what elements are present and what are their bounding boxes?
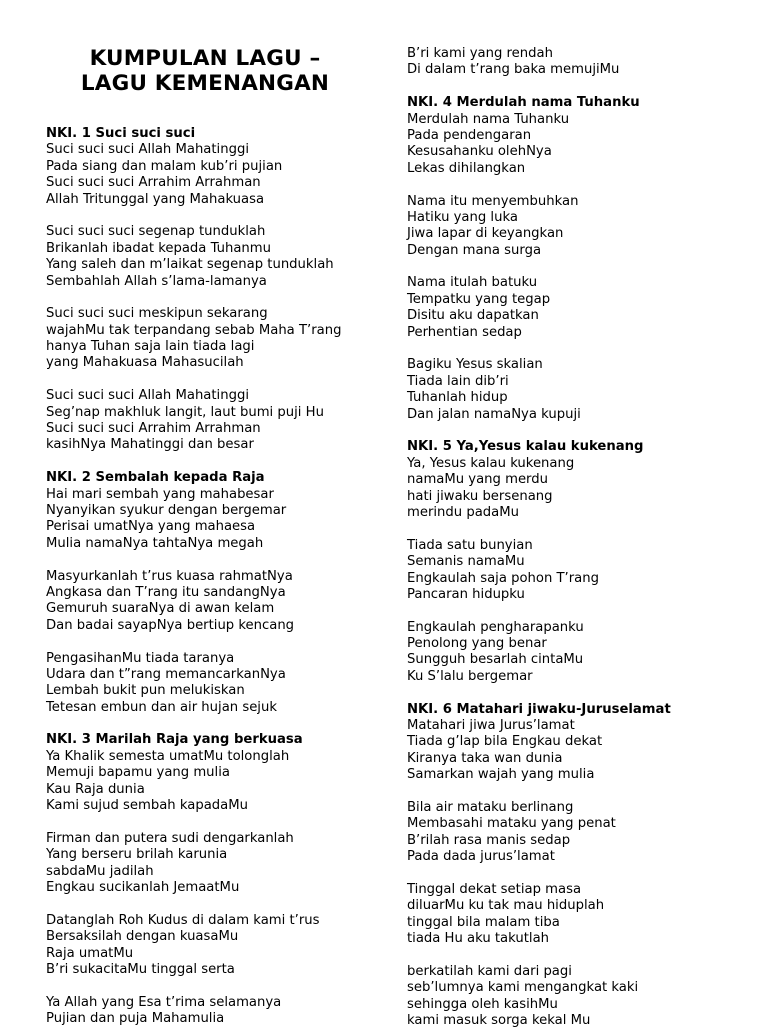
lyric-line: Dan jalan namaNya kupuji <box>407 406 581 422</box>
lyric-line: tiada Hu aku takutlah <box>407 931 550 947</box>
lyric-line: Suci suci suci meskipun sekarang <box>46 306 268 322</box>
lyric-line: Lembah bukit pun melukiskan <box>46 683 245 699</box>
lyric-line: Tetesan embun dan air hujan sejuk <box>46 699 277 715</box>
lyric-line: Seg’nap makhluk langit, laut bumi puji Hu <box>46 404 324 420</box>
stanza-gap <box>407 177 671 193</box>
lyric-line: Tinggal dekat setiap masa <box>407 881 582 897</box>
lyric-line: kasihNya Mahatinggi dan besar <box>46 437 254 453</box>
lyric-line: hanya Tuhan saja lain tiada lagi <box>46 339 255 355</box>
stanza-gap <box>46 290 341 306</box>
lyric-line: Di dalam t’rang baka memujiMu <box>407 62 620 78</box>
lyric-line: Yang berseru brilah karunia <box>46 847 228 863</box>
lyric-line: Suci suci suci Arrahim Arrahman <box>46 175 261 191</box>
stanza-gap <box>407 947 671 963</box>
lyric-line: Hatiku yang luka <box>407 209 518 225</box>
lyric-line: Pada dada jurus’lamat <box>407 849 555 865</box>
lyric-line: Tuhanlah hidup <box>407 390 508 406</box>
song-heading: NKI. 3 Marilah Raja yang berkuasa <box>46 732 303 748</box>
lyric-line: Engkaulah pengharapanku <box>407 619 584 635</box>
lyric-line: berkatilah kami dari pagi <box>407 963 572 979</box>
lyric-line: Tiada lain dib’ri <box>407 373 509 389</box>
lyric-line: Firman dan putera sudi dengarkanlah <box>46 830 294 846</box>
stanza-gap <box>46 634 341 650</box>
lyric-line: Kiranya taka wan dunia <box>407 750 563 766</box>
stanza-gap <box>46 552 341 568</box>
lyric-line: seb’lumnya kami mengangkat kaki <box>407 980 639 996</box>
lyric-line: Suci suci suci segenap tunduklah <box>46 224 266 240</box>
lyric-line: B’ri kami yang rendah <box>407 46 553 61</box>
stanza-gap <box>46 814 341 830</box>
lyric-line: sehingga oleh kasihMu <box>407 996 558 1012</box>
lyric-line: Pada pendengaran <box>407 127 532 143</box>
lyric-line: Tiada g’lap bila Engkau dekat <box>407 734 603 750</box>
lyric-line: sabdaMu jadilah <box>46 863 154 879</box>
lyric-line: Datanglah Roh Kudus di dalam kami t’rus <box>46 912 320 928</box>
song-heading: NKI. 2 Sembalah kepada Raja <box>46 470 265 486</box>
lyric-line: Tiada satu bunyian <box>407 537 533 553</box>
lyric-line: Samarkan wajah yang mulia <box>407 767 595 783</box>
lyric-line: Ya Allah yang Esa t’rima selamanya <box>46 994 282 1010</box>
lyric-line: Ya Khalik semesta umatMu tolonglah <box>46 748 290 764</box>
lyric-line: Engkau sucikanlah JemaatMu <box>46 879 240 895</box>
lyric-line: Mulia namaNya tahtaNya megah <box>46 535 264 551</box>
stanza-gap <box>407 79 671 95</box>
lyric-line: Pancaran hidupku <box>407 586 525 602</box>
lyric-line: Kau Raja dunia <box>46 781 145 797</box>
lyric-line: Tempatku yang tegap <box>407 291 551 307</box>
lyric-line: Kami sujud sembah kapadaMu <box>46 798 248 814</box>
lyric-line: tinggal bila malam tiba <box>407 914 560 930</box>
left-lyrics <box>46 126 341 1027</box>
lyric-line: Lekas dihilangkan <box>407 160 526 176</box>
stanza-gap <box>46 372 341 388</box>
lyric-line: namaMu yang merdu <box>407 472 548 488</box>
lyric-line: Angkasa dan T’rang itu sandangNya <box>46 584 286 600</box>
lyric-line: diluarMu ku tak mau hiduplah <box>407 898 605 914</box>
lyric-line: B’rilah rasa manis sedap <box>407 832 571 848</box>
lyric-line: wajahMu tak terpandang sebab Maha T’rang <box>46 322 342 338</box>
stanza-gap <box>407 521 671 537</box>
right-lyrics <box>407 46 671 1029</box>
stanza-gap <box>46 978 341 994</box>
lyric-line: Gemuruh suaraNya di awan kelam <box>46 601 275 617</box>
lyric-line: PengasihanMu tiada taranya <box>46 650 235 666</box>
lyric-line: merindu padaMu <box>407 504 519 520</box>
lyric-line: Suci suci suci Arrahim Arrahman <box>46 421 261 437</box>
lyric-line: Pada siang dan malam kub’ri pujian <box>46 158 283 174</box>
stanza-gap <box>407 784 671 800</box>
lyric-line: Masyurkanlah t’rus kuasa rahmatNya <box>46 568 293 584</box>
lyric-line: Nama itu menyembuhkan <box>407 193 579 209</box>
stanza-gap <box>407 866 671 882</box>
lyric-line: Membasahi mataku yang penat <box>407 816 616 832</box>
lyric-line: Perisai umatNya yang mahaesa <box>46 519 256 535</box>
lyric-line: Allah Tritunggal yang Mahakuasa <box>46 191 265 207</box>
song-heading: NKI. 4 Merdulah nama Tuhanku <box>407 95 640 111</box>
lyric-line: Kesusahanku olehNya <box>407 144 552 160</box>
lyric-line: Bila air mataku berlinang <box>407 799 574 815</box>
song-heading: NKI. 1 Suci suci suci <box>46 126 196 141</box>
lyric-line: Penolong yang benar <box>407 636 547 652</box>
lyric-line: Bersaksilah dengan kuasaMu <box>46 929 239 945</box>
lyric-line: Memuji bapamu yang mulia <box>46 765 230 781</box>
stanza-gap <box>407 423 671 439</box>
lyric-line: Engkaulah saja pohon T’rang <box>407 570 599 586</box>
lyric-line: Udara dan t”rang memancarkanNya <box>46 666 286 682</box>
lyric-line: Sungguh besarlah cintaMu <box>407 652 584 668</box>
lyric-line: Raja umatMu <box>46 945 134 961</box>
stanza-gap <box>46 454 341 470</box>
stanza-gap <box>46 208 341 224</box>
stanza-gap <box>46 896 341 912</box>
lyric-line: Disitu aku dapatkan <box>407 308 539 324</box>
stanza-gap <box>407 259 671 275</box>
lyric-line: B’ri sukacitaMu tinggal serta <box>46 961 235 977</box>
lyric-line: Bagiku Yesus skalian <box>407 357 543 373</box>
stanza-gap <box>46 716 341 732</box>
lyric-line: Nama itulah batuku <box>407 275 538 291</box>
lyric-line: yang Mahakuasa Mahasucilah <box>46 355 244 371</box>
lyric-line: Nyanyikan syukur dengan bergemar <box>46 502 287 518</box>
title-line-2: LAGU KEMENANGAN <box>80 71 330 96</box>
lyric-line: Ya, Yesus kalau kukenang <box>407 455 575 471</box>
lyric-line: hati jiwaku bersenang <box>407 488 553 504</box>
lyric-line: Pujian dan puja Mahamulia <box>46 1011 225 1027</box>
lyric-line: Jiwa lapar di keyangkan <box>407 226 564 242</box>
song-heading: NKI. 5 Ya,Yesus kalau kukenang <box>407 439 644 455</box>
lyric-line: Suci suci suci Allah Mahatinggi <box>46 388 249 404</box>
lyric-line: Perhentian sedap <box>407 324 522 340</box>
lyric-line: Merdulah nama Tuhanku <box>407 111 570 127</box>
lyric-line: Dengan mana surga <box>407 242 542 258</box>
song-heading: NKI. 6 Matahari jiwaku-Juruselamat <box>407 701 671 717</box>
stanza-gap <box>407 603 671 619</box>
lyric-line: Dan badai sayapNya bertiup kencang <box>46 617 295 633</box>
lyric-line: Ku S’lalu bergemar <box>407 668 533 684</box>
lyric-line: Yang saleh dan m’laikat segenap tunduklah <box>46 257 334 273</box>
lyric-line: Brikanlah ibadat kepada Tuhanmu <box>46 240 271 256</box>
title-line-1: KUMPULAN LAGU – <box>89 46 321 71</box>
lyric-line: Hai mari sembah yang mahabesar <box>46 486 274 502</box>
lyric-line: Suci suci suci Allah Mahatinggi <box>46 142 249 158</box>
lyric-line: Sembahlah Allah s’lama-lamanya <box>46 273 267 289</box>
stanza-gap <box>407 341 671 357</box>
stanza-gap <box>407 685 671 701</box>
lyric-line: kami masuk sorga kekal Mu <box>407 1013 591 1029</box>
document-title <box>40 46 370 96</box>
lyric-line: Matahari jiwa Jurus’lamat <box>407 718 575 734</box>
lyric-line: Semanis namaMu <box>407 554 525 570</box>
